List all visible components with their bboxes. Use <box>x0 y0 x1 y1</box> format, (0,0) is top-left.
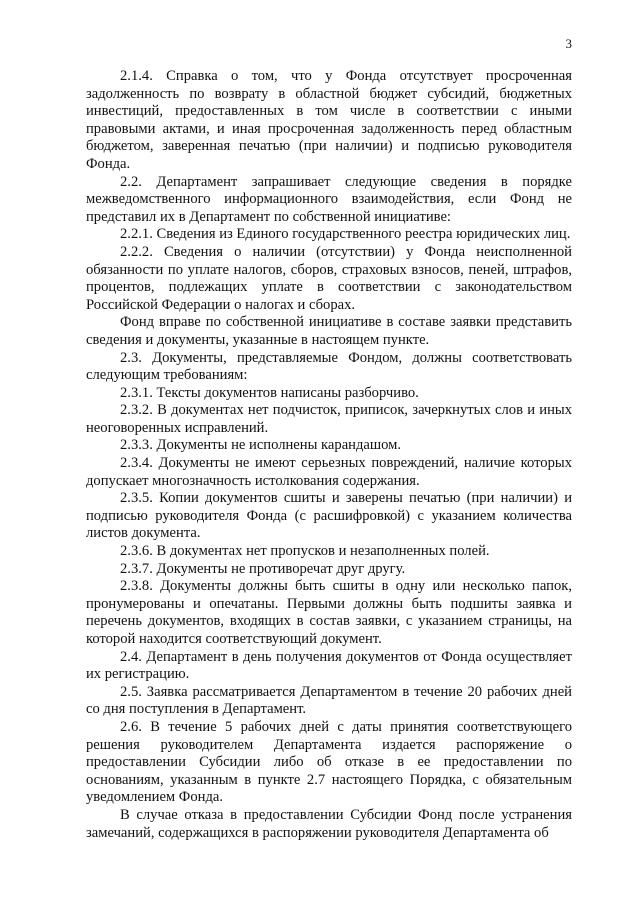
paragraph-2-3-4: 2.3.4. Документы не имеют серьезных повреждений, наличие которых допускает многозначность истолкования содержания. <box>86 455 572 489</box>
paragraph-2-4: 2.4. Департамент в день получения документов от Фонда осуществляет их регистрацию. <box>86 648 572 683</box>
paragraph-2-3-8: 2.3.8. Документы должны быть сшиты в одну или несколько папок, пронумерованы и опечатаны. Первыми должны быть подшиты заявка и перечень документов, входящих в состав заявки, с указанием страницы, на которой находится соответствующий документ. <box>86 578 572 647</box>
paragraph-2-2: 2.2. Департамент запрашивает следующие сведения в порядке межведомственного информационного взаимодействия, если Фонд не представил их в Департамент по собственной инициативе: <box>86 173 572 225</box>
paragraph-2-3-6: 2.3.6. В документах нет пропусков и незаполненных полей. <box>120 543 490 560</box>
paragraph-2-2-1: 2.2.1. Сведения из Единого государственного реестра юридических лиц. <box>120 226 571 243</box>
paragraph-fund-right: Фонд вправе по собственной инициативе в составе заявки представить сведения и документы, указанные в настоящем пункте. <box>86 314 572 348</box>
paragraph-2-2-2: 2.2.2. Сведения о наличии (отсутствии) у Фонда неисполненной обязанности по уплате налогов, сборов, страховых взносов, пеней, штрафов, процентов, подлежащих уплате в соответствии с законодательством Российской Федерации о налогах и сборах. <box>86 243 572 313</box>
paragraph-2-5: 2.5. Заявка рассматривается Департаментом в течение 20 рабочих дней со дня поступления в Департамент. <box>86 683 572 718</box>
paragraph-refusal-case: В случае отказа в предоставлении Субсидии Фонд после устранения замечаний, содержащихся в распоряжении руководителя Департамента об <box>86 806 572 841</box>
paragraph-2-3-2: 2.3.2. В документах нет подчисток, приписок, зачеркнутых слов и иных неоговоренных исправлений. <box>86 402 572 436</box>
paragraph-2-3-7: 2.3.7. Документы не противоречат друг другу. <box>120 560 406 577</box>
paragraph-2-3-1: 2.3.1. Тексты документов написаны разборчиво. <box>120 384 419 401</box>
paragraph-2-3: 2.3. Документы, представляемые Фондом, должны соответствовать следующим требованиям: <box>86 349 572 384</box>
page-number: 3 <box>565 36 572 51</box>
paragraph-2-1-4: 2.1.4. Справка о том, что у Фонда отсутствует просроченная задолженность по возврату в областной бюджет субсидий, бюджетных инвестиций, предоставленных в том числе в соответствии с иными правовыми актами, и иная просроченная задолженность перед областным бюджетом, заверенная печатью (при наличии) и подписью руководителя Фонда. <box>86 68 572 172</box>
paragraph-2-6: 2.6. В течение 5 рабочих дней с даты принятия соответствующего решения руководителем Департамента издается распоряжение о предоставлении Субсидии либо об отказе в ее предоставлении по основаниям, указанным в пункте 2.7 настоящего Порядка, с обязательным уведомлением Фонда. <box>86 718 572 806</box>
paragraph-2-3-5: 2.3.5. Копии документов сшиты и заверены печатью (при наличии) и подписью руководителя Фонда (с расшифровкой) с указанием количества листов документа. <box>86 490 572 542</box>
paragraph-2-3-3: 2.3.3. Документы не исполнены карандашом. <box>120 437 402 454</box>
document-body <box>86 68 572 842</box>
